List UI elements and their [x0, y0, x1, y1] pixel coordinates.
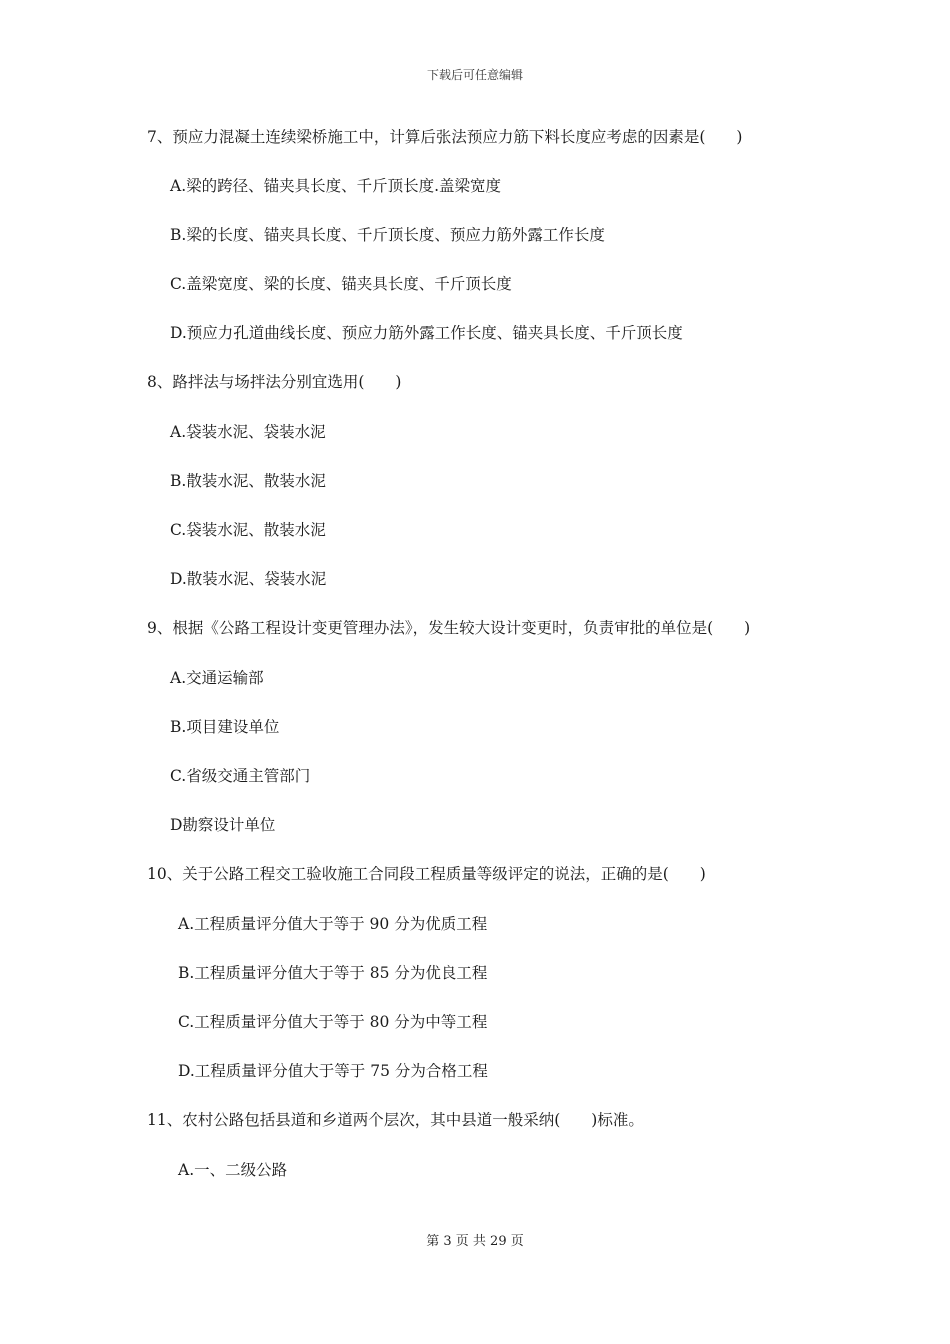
question-7-option-d: D.预应力孔道曲线长度、预应力筋外露工作长度、锚夹具长度、千斤顶长度 [170, 324, 683, 342]
question-8: 8、路拌法与场拌法分别宜选用( ) [147, 373, 402, 391]
question-8-option-b: B.散装水泥、散装水泥 [170, 472, 326, 490]
question-8-option-c: C.袋装水泥、散装水泥 [170, 521, 326, 539]
question-7-option-c: C.盖梁宽度、梁的长度、锚夹具长度、千斤顶长度 [170, 275, 512, 293]
question-10: 10、关于公路工程交工验收施工合同段工程质量等级评定的说法，正确的是( ) [147, 865, 706, 883]
question-9-option-d: D勘察设计单位 [170, 816, 276, 834]
question-8-option-d: D.散装水泥、袋装水泥 [170, 570, 327, 588]
question-9-option-a: A.交通运输部 [170, 669, 264, 687]
question-7-option-b: B.梁的长度、锚夹具长度、千斤顶长度、预应力筋外露工作长度 [170, 226, 605, 244]
question-8-option-a: A.袋装水泥、袋装水泥 [170, 423, 326, 441]
question-11-option-a: A.一、二级公路 [178, 1161, 288, 1179]
question-9-option-c: C.省级交通主管部门 [170, 767, 311, 785]
question-7: 7、预应力混凝土连续梁桥施工中，计算后张法预应力筋下料长度应考虑的因素是( ) [147, 128, 743, 146]
page-header: 下载后可任意编辑 [426, 68, 523, 82]
question-10-option-b: B.工程质量评分值大于等于 85 分为优良工程 [178, 964, 488, 982]
page-footer: 第 3 页 共 29 页 [426, 1234, 524, 1249]
question-10-option-d: D.工程质量评分值大于等于 75 分为合格工程 [178, 1062, 488, 1080]
question-9-option-b: B.项目建设单位 [170, 718, 280, 736]
question-11: 11、农村公路包括县道和乡道两个层次，其中县道一般采纳( )标准。 [147, 1111, 644, 1129]
question-9: 9、根据《公路工程设计变更管理办法》，发生较大设计变更时，负责审批的单位是( ) [147, 619, 751, 637]
question-10-option-c: C.工程质量评分值大于等于 80 分为中等工程 [178, 1013, 488, 1031]
question-10-option-a: A.工程质量评分值大于等于 90 分为优质工程 [178, 915, 488, 933]
question-7-option-a: A.梁的跨径、锚夹具长度、千斤顶长度.盖梁宽度 [170, 177, 502, 195]
